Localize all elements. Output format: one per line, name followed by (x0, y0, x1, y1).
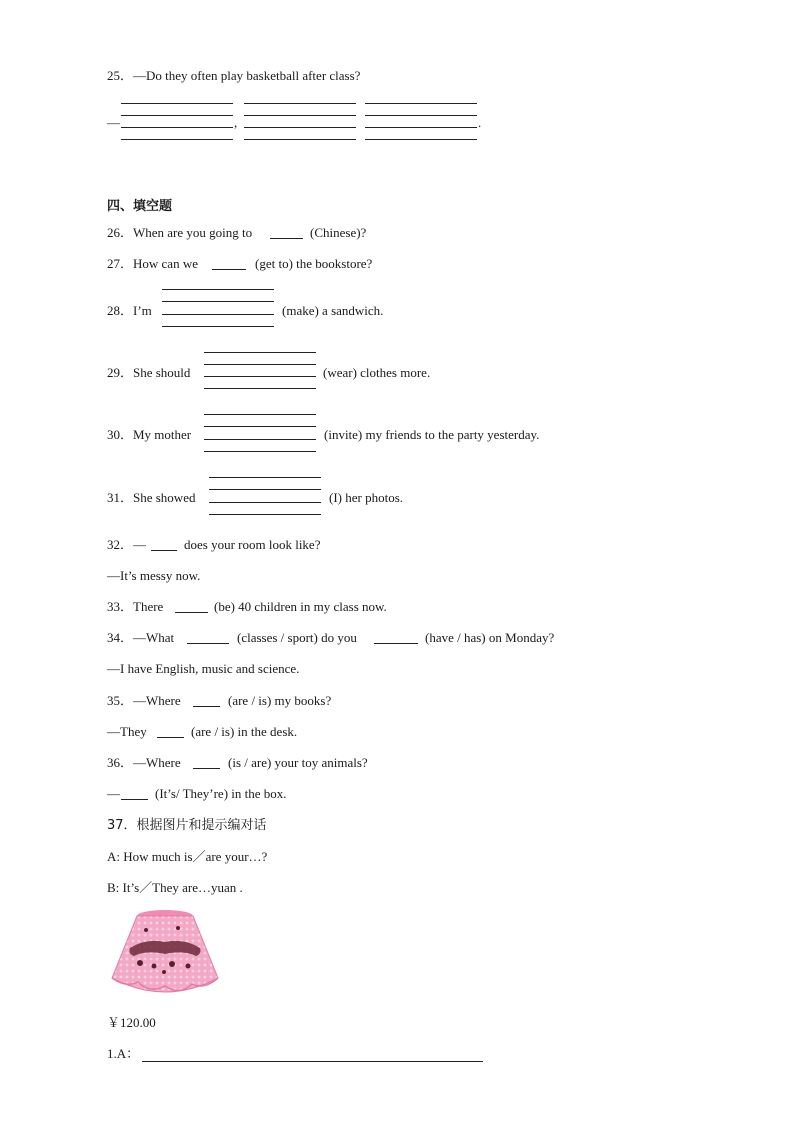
q34-mid: (classes / sport) do you (237, 630, 357, 645)
q25-blank-1b[interactable] (121, 115, 233, 116)
q35-blank-2[interactable] (157, 737, 184, 738)
q37-line-b: B: It’s／They are…yuan . (107, 880, 243, 895)
q35-blank-1[interactable] (193, 706, 220, 707)
q28-prefix: 28．I’m (107, 303, 152, 318)
q37-answer-blank[interactable] (142, 1061, 483, 1062)
q31-blank-b[interactable] (209, 489, 321, 490)
q35-prefix: 35．—Where (107, 693, 181, 708)
q33-prefix: 33．There (107, 599, 164, 614)
q35-hint: (are / is) my books? (228, 693, 332, 708)
q36-prefix: 36．—Where (107, 755, 181, 770)
pink-skirt-image (106, 908, 224, 1000)
q36-hint: (is / are) your toy animals? (228, 755, 368, 770)
q31-hint: (I) her photos. (329, 490, 404, 505)
q25-blank-3c[interactable] (365, 127, 477, 128)
q31-blank-d[interactable] (209, 514, 321, 515)
q32-blank[interactable] (151, 550, 177, 551)
q32-hint: does your room look like? (184, 537, 321, 552)
q25-blank-1d[interactable] (121, 139, 233, 140)
q26-hint: (Chinese)? (310, 225, 367, 240)
q31-prefix: 31．She showed (107, 490, 196, 505)
q30-blank-c[interactable] (204, 439, 316, 440)
q37-answer-label: 1.A： (107, 1046, 140, 1061)
q34-blank-2[interactable] (374, 643, 418, 644)
q25-dash: — (107, 115, 120, 130)
q26-prefix: 26．When are you going to (107, 225, 253, 240)
q25-blank-2b[interactable] (244, 115, 356, 116)
q34-blank-1[interactable] (187, 643, 229, 644)
q37-title: 37．根据图片和提示编对话 (107, 818, 267, 833)
q25-comma: , (234, 115, 238, 130)
q30-blank-d[interactable] (204, 451, 316, 452)
q25-blank-1a[interactable] (121, 103, 233, 104)
q26-blank[interactable] (270, 238, 303, 239)
q28-blank-c[interactable] (162, 314, 274, 315)
q35-answer-prefix: —They (107, 724, 147, 739)
q37-price: ￥120.00 (107, 1015, 156, 1030)
q34-answer: —I have English, music and science. (107, 661, 300, 676)
q32-prefix: 32．— (107, 537, 147, 552)
q25-blank-3b[interactable] (365, 115, 477, 116)
q36-answer-prefix: — (107, 786, 120, 801)
q25-blank-3d[interactable] (365, 139, 477, 140)
q28-blank-a[interactable] (162, 289, 274, 290)
q30-prefix: 30．My mother (107, 427, 192, 442)
q25-blank-2c[interactable] (244, 127, 356, 128)
q29-blank-c[interactable] (204, 376, 316, 377)
q28-blank-d[interactable] (162, 326, 274, 327)
q28-hint: (make) a sandwich. (282, 303, 384, 318)
q29-blank-a[interactable] (204, 352, 316, 353)
section-title: 四、填空题 (107, 198, 173, 213)
q36-blank-1[interactable] (193, 768, 220, 769)
q28-blank-b[interactable] (162, 301, 274, 302)
q29-prefix: 29．She should (107, 365, 191, 380)
q30-hint: (invite) my friends to the party yesterday. (324, 427, 540, 442)
q25-text: 25．—Do they often play basketball after class? (107, 68, 361, 83)
q25-blank-2d[interactable] (244, 139, 356, 140)
q29-hint: (wear) clothes more. (323, 365, 431, 380)
q25-blank-2a[interactable] (244, 103, 356, 104)
q25-period: . (478, 115, 482, 130)
q30-blank-a[interactable] (204, 414, 316, 415)
q27-prefix: 27．How can we (107, 256, 198, 271)
q37-line-a: A: How much is／are your…? (107, 849, 268, 864)
q29-blank-b[interactable] (204, 364, 316, 365)
q33-blank[interactable] (175, 612, 208, 613)
q27-blank[interactable] (212, 269, 246, 270)
q31-blank-c[interactable] (209, 502, 321, 503)
q31-blank-a[interactable] (209, 477, 321, 478)
q32-answer: —It’s messy now. (107, 568, 201, 583)
q34-prefix: 34．—What (107, 630, 175, 645)
q36-answer-hint: (It’s/ They’re) in the box. (155, 786, 287, 801)
q35-answer-hint: (are / is) in the desk. (191, 724, 298, 739)
q25-blank-3a[interactable] (365, 103, 477, 104)
q33-hint: (be) 40 children in my class now. (214, 599, 387, 614)
q36-blank-2[interactable] (121, 799, 148, 800)
q25-blank-1c[interactable] (121, 127, 233, 128)
q27-hint: (get to) the bookstore? (255, 256, 373, 271)
q34-hint: (have / has) on Monday? (425, 630, 555, 645)
q29-blank-d[interactable] (204, 388, 316, 389)
q30-blank-b[interactable] (204, 426, 316, 427)
